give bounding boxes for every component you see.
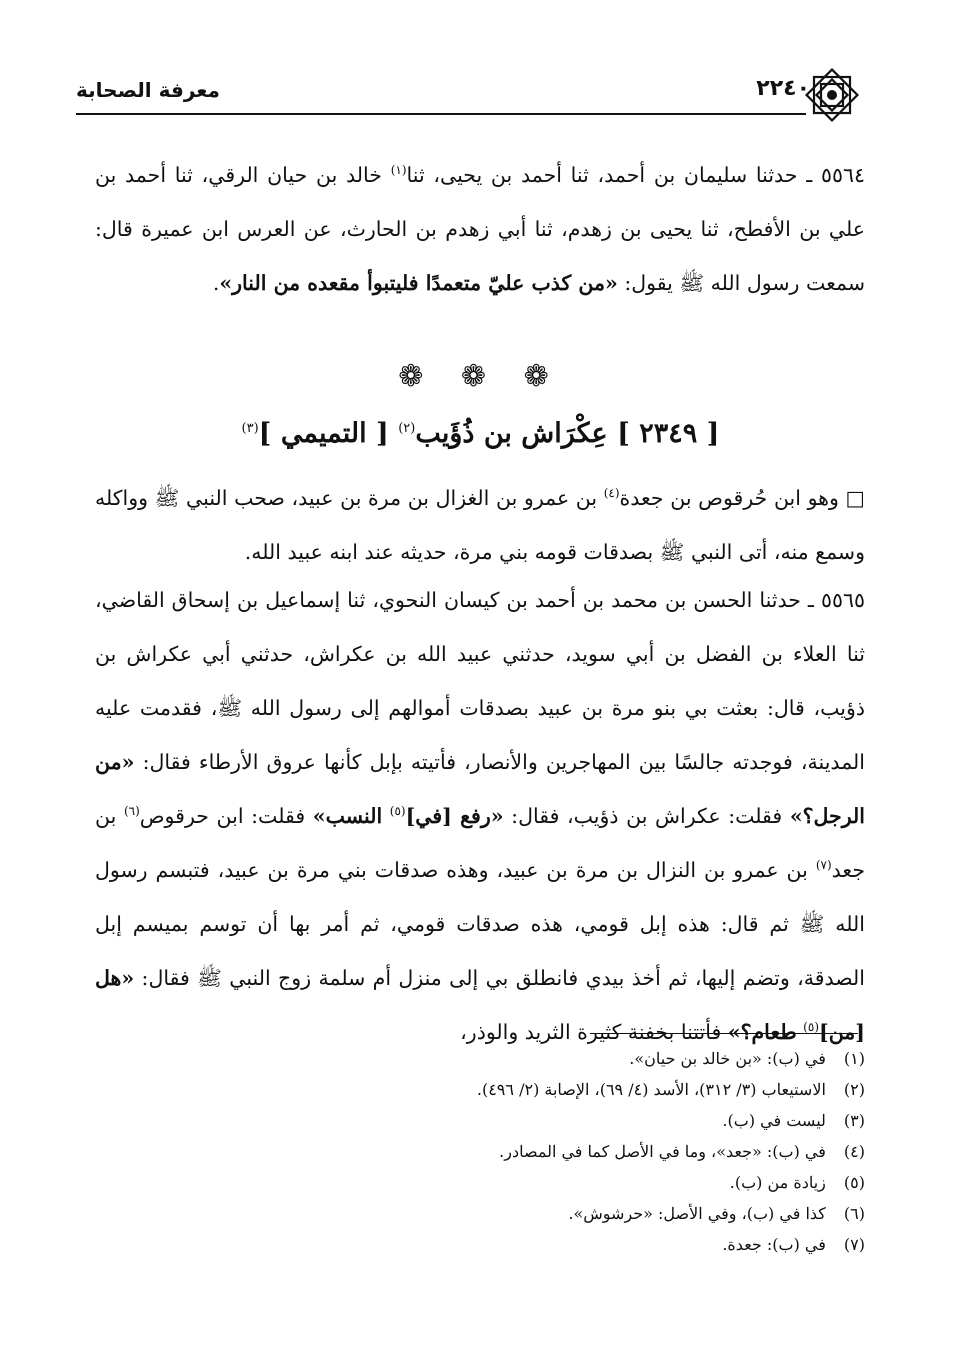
header-rule [76,113,806,115]
hadith-5565-text-a: ٥٥٦٥ ـ حدثنا الحسن بن محمد بن أحمد بن كيسان النحوي، ثنا إسماعيل بن إسحاق القاضي، ثنا العلاء بن الفضل بن أبي سويد، حدثني عبيد الله بن عكراش، حدثني أبي عكراش بن ذؤيب، قال: بعثت بي بنو مرة بن عبيد بصدقات أموالهم إلى رسول الله ﷺ، فقدمت عليه المدينة، فوجدته جالسًا بين المهاجرين والأنصار، فأتيته بإبل كأنها عروق الأرطاء فقال: [95,588,865,774]
entry-name: عِكْرَاش بن ذُؤَيب [415,418,608,449]
footnote-ref-7: (٧) [815,858,832,873]
footnote-number: (٢) [843,1080,865,1099]
footnote-ref-1: (١) [390,163,407,178]
hadith-5565-quote-2b: النسب» [312,804,383,828]
hadith-5565-quote-3a: «هل [من] [95,966,865,1044]
footnote [95,1105,865,1136]
footnote [95,1136,865,1167]
hadith-5565-quote-3b: طعام؟» [727,1020,797,1044]
footnote-ref-6: (٦) [123,804,140,819]
footnote [95,1229,865,1260]
footnote-ref-5a: (٥) [389,804,406,819]
footnote-ref-4: (٤) [603,486,620,501]
hadith-5565-text-c: فقلت: ابن حرقوص [139,804,306,828]
footnote [95,1198,865,1229]
footnote-number: (٥) [843,1173,865,1192]
entry-heading [0,410,961,458]
hadith-5564-text-b: خالد بن حيان الرقي، [201,163,382,187]
entry-bio [95,471,865,579]
footnote-number: (١) [843,1049,865,1068]
hadith-5564-quote: «من كذب عليّ متعمدًا فليتبوأ مقعده من النار» [219,271,618,295]
bio-text-b: بن عمرو بن الغزال بن مرة بن عبيد، صحب النبي ﷺ وواكله وسمع منه، أتى النبي ﷺ بصدقات قومه بني مرة، حديثه عند ابنه عبيد الله. [95,486,865,564]
hadith-5564-text-a: ٥٥٦٤ ـ حدثنا سليمان بن أحمد، ثنا أحمد بن يحيى، ثنا [406,163,865,187]
footnotes [95,1043,865,1260]
entry-number: [ ٢٣٤٩ ] [617,418,720,449]
footnote-text: الاستيعاب (٣/ ٣١٢)، الأسد (٤/ ٦٩)، الإصابة (٢/ ٤٩٦). [476,1080,826,1099]
footnote-number: (٦) [843,1204,865,1223]
footnote-text: ليست في (ب). [722,1111,826,1130]
star-ornament-icon [801,64,863,126]
footnote-ref-5b: (٥) [803,1020,819,1035]
footnote-ref-2: (٢) [398,421,416,436]
footnote-number: (٣) [843,1111,865,1130]
footnote-number: (٧) [843,1235,865,1254]
hadith-5565-text-e: بن عمرو بن النزال بن مرة بن عبيد، وهذه صدقات بني مرة بن عبيد، فتبسم رسول الله ﷺ ثم قال: هذه إبل قومي، هذه صدقات قومي، ثم أمر بها أن توسم بميسم إبل الصدقة، وتضم إليها، ثم أخذ بيدي فانطلق بي إلى منزل أم سلمة زوج النبي ﷺ فقال: [95,858,865,990]
hadith-5565 [95,573,865,1059]
hadith-5565-text-d: بن جعد [95,804,865,882]
footnote-ref-3: (٣) [241,421,259,436]
footnote-text: زيادة من (ب). [729,1173,826,1192]
footnote-text: في (ب): جعدة. [722,1235,826,1254]
entry-nisba: [ التميمي ] [258,418,389,449]
footnote-text: في (ب): «جعد»، وما في الأصل كما في المصادر. [499,1142,826,1161]
hadith-5564-end: . [212,271,220,295]
footnote-text: كذا في (ب)، وفي الأصل: «حرشوش». [568,1204,826,1223]
footnote-number: (٤) [843,1142,865,1161]
hadith-5565-text-f: فأتتنا بخفنة كثيرة الثريد والوذر، [460,1020,722,1044]
footnote-rule [590,1033,858,1034]
bio-text-a: □ وهو ابن حُرقوص بن جعدة [619,486,865,510]
footnote [95,1074,865,1105]
running-title: معرفة الصحابة [76,78,220,102]
footnote [95,1167,865,1198]
hadith-5565-quote-2a: «رفع [في] [405,804,504,828]
hadith-5565-text-b: فقلت: عكراش بن ذؤيب، فقال: [511,804,783,828]
hadith-5565-quote-1: «من الرجل؟» [95,750,865,828]
hadith-5564 [95,148,865,310]
footnote [95,1043,865,1074]
hadith-5564-text-c: ثنا أحمد بن علي بن الأفطح، ثنا يحيى بن زهدم، ثنا أبي زهدم بن الحارث، عن العرس ابن عميرة قال: سمعت رسول الله ﷺ يقول: [95,163,865,295]
page-number: ٢٢٤٠ [756,76,810,101]
section-separator: ❁ ❁ ❁ [398,359,563,394]
footnote-text: في (ب): «بن خالد بن حيان». [629,1049,826,1068]
